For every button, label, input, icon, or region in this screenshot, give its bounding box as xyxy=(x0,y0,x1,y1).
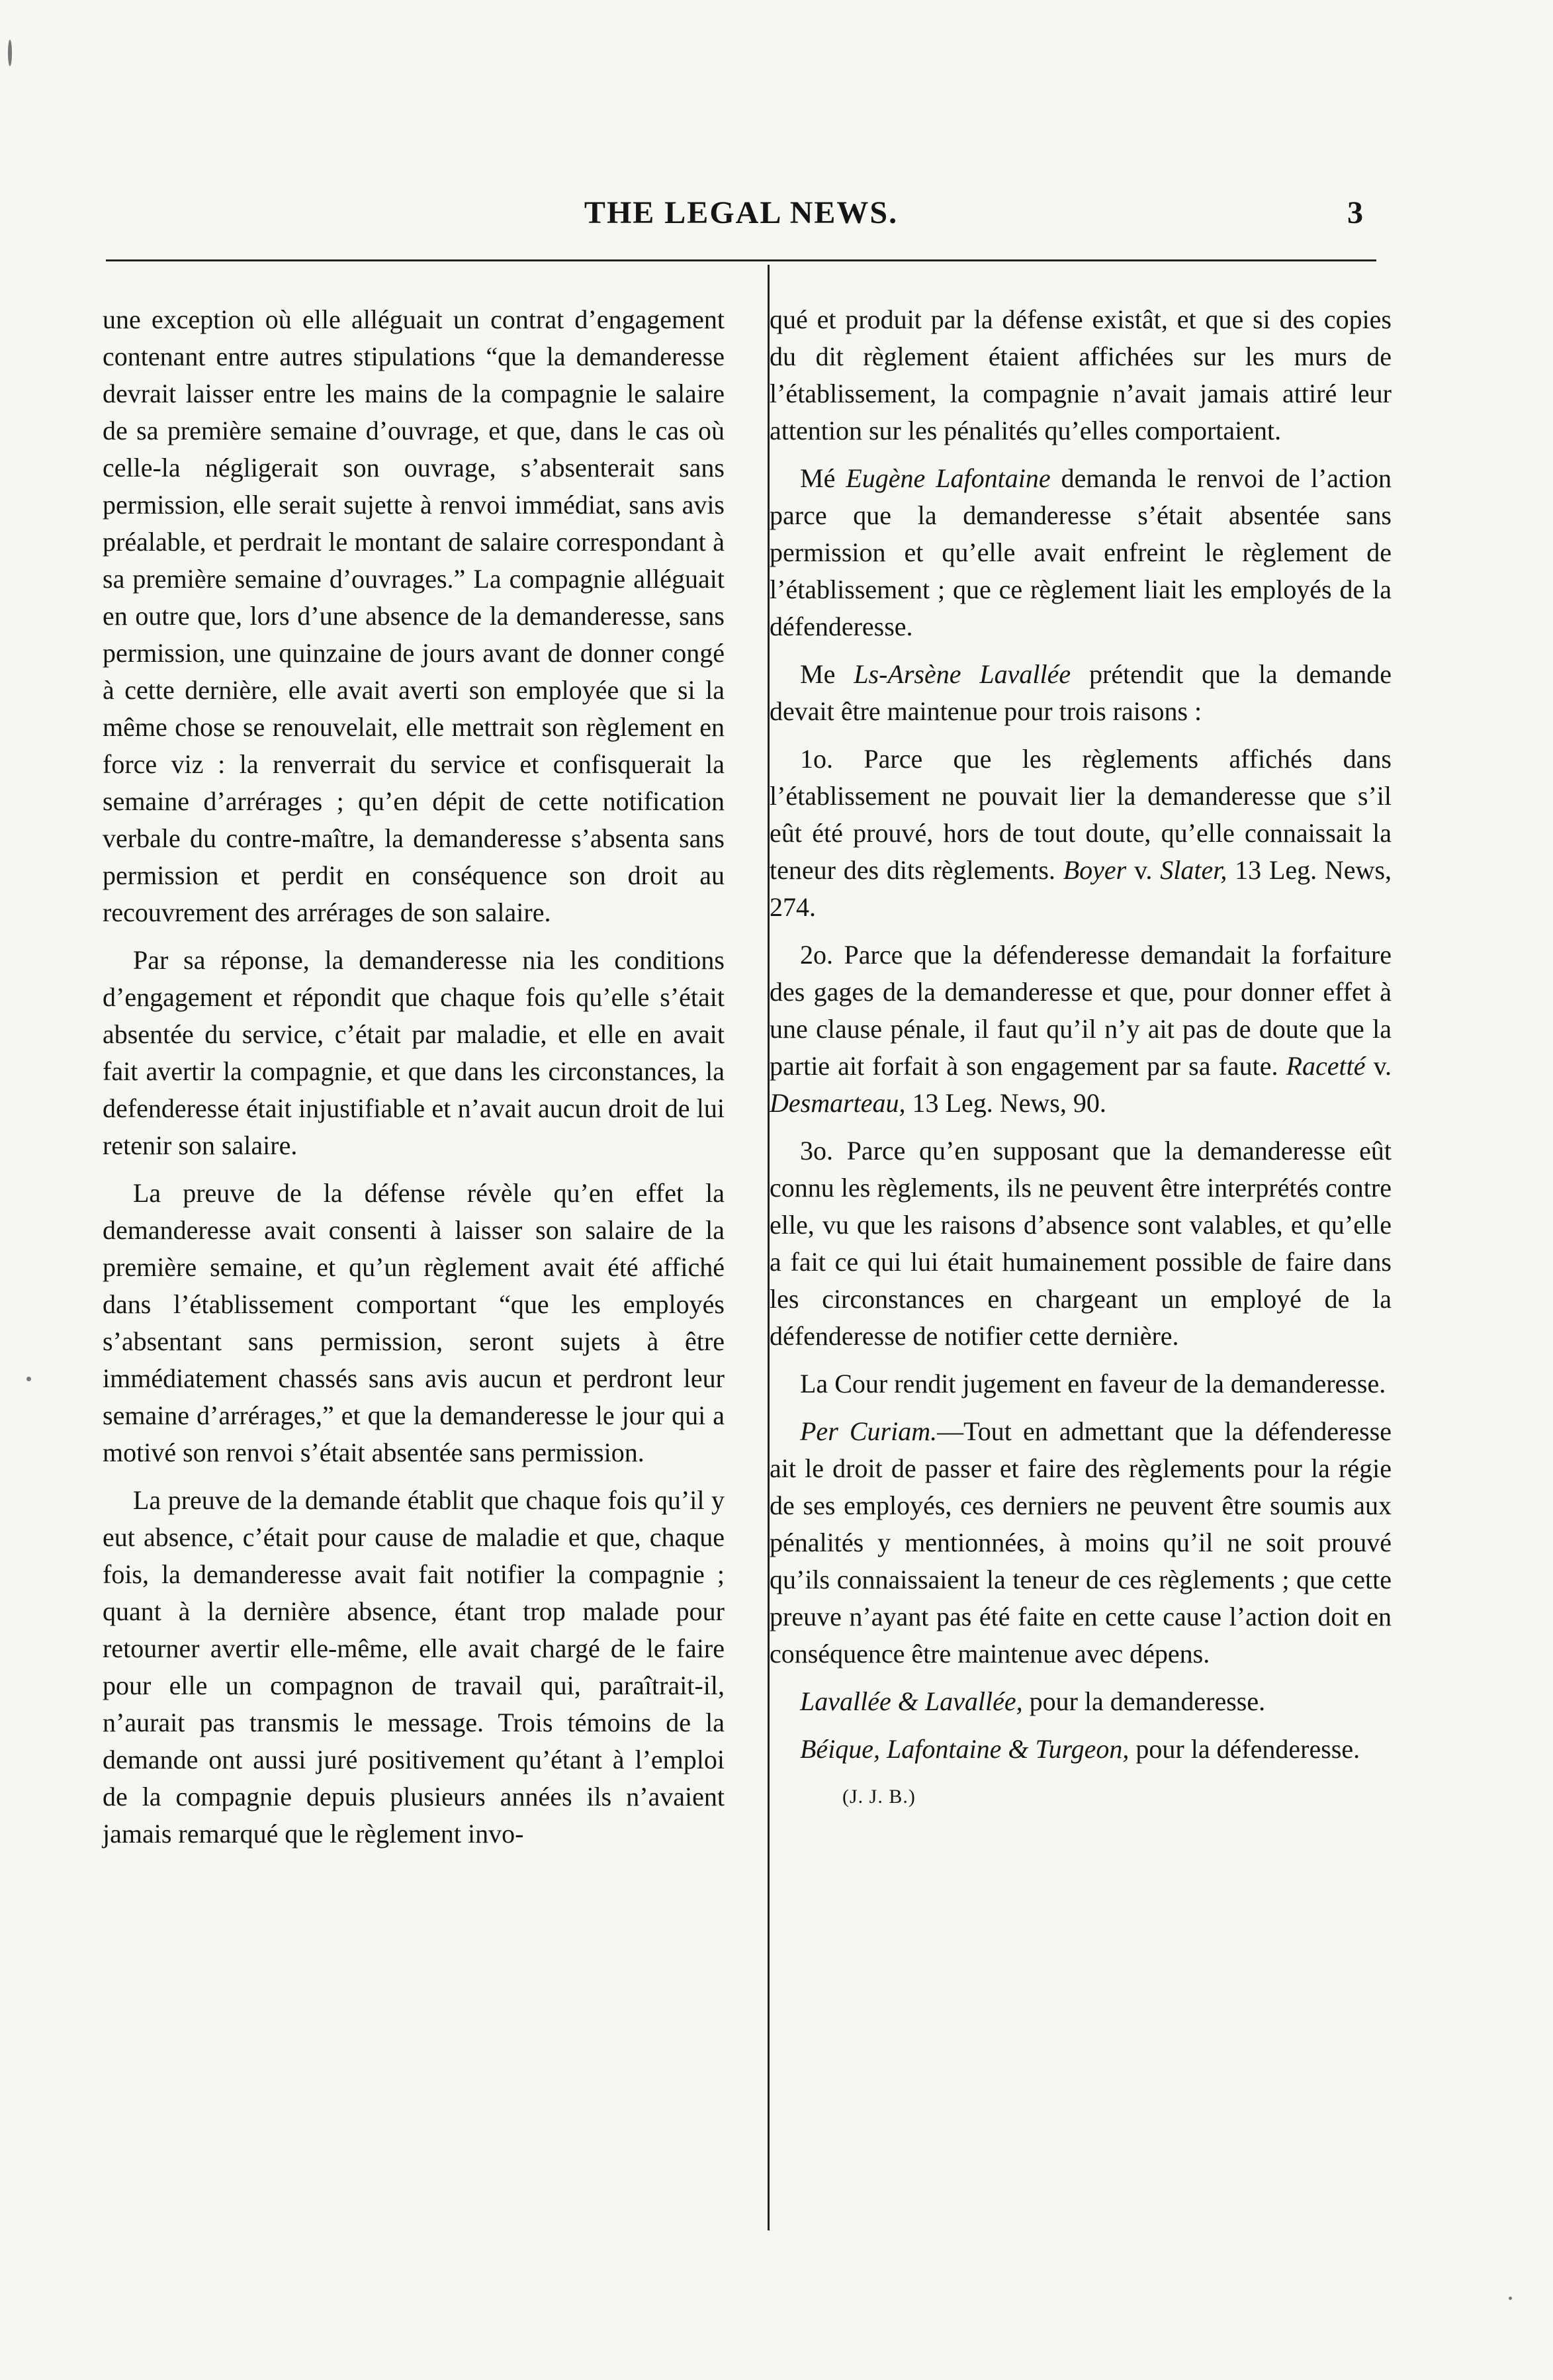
paragraph xyxy=(770,741,1392,926)
paragraph: La preuve de la demande établit que chaque fois qu’il y eut absence, c’était pour cause de maladie et que, chaque fois, la demanderesse avait fait notifier la compagnie ; quant à la dernière absence, étant trop malade pour retourner avertir elle-même, elle avait chargé de le faire pour elle un compagnon de travail qui, paraîtrait-il, n’aurait pas transmis le message. Trois témoins de la demande ont aussi juré positivement qu’étant à l’emploi de la compagnie depuis plusieurs années ils n’avaient jamais remarqué que le règlement invo- xyxy=(103,1485,725,1849)
paragraph: La preuve de la défense révèle qu’en effet la demanderesse avait consenti à laisser son salaire de la première semaine, et qu’un règlement avait été affiché dans l’établissement comportant “que les employés s’absentant sans permission, seront sujets à être immédiatement chassés sans avis aucun et perdront leur semaine d’arrérages,” et que la demanderesse le jour qui a motivé son renvoi s’était absentée sans permission. xyxy=(103,1178,725,1467)
scan-speck xyxy=(1509,2297,1512,2300)
left-column xyxy=(103,301,725,1863)
case-name: Racetté xyxy=(1286,1051,1366,1081)
text-run: Mé xyxy=(800,463,846,493)
text-run: 13 Leg. News, 90. xyxy=(905,1088,1106,1118)
paragraph xyxy=(770,460,1392,645)
text-run: pour la demanderesse. xyxy=(1022,1686,1266,1716)
text-run: demanda le renvoi de l’action parce que la demanderesse s’était absentée sans permission et qu’elle avait enfreint le règlement de l’établissement ; que ce règlement liait les employés de la défenderesse. xyxy=(770,463,1392,641)
case-name: Slater, xyxy=(1160,855,1227,885)
text-run: v. xyxy=(1365,1051,1392,1081)
running-title: THE LEGAL NEWS. xyxy=(584,195,899,230)
text-run: v. xyxy=(1126,855,1161,885)
header-rule xyxy=(106,259,1376,261)
paragraph xyxy=(770,1413,1392,1672)
page-number: 3 xyxy=(1347,195,1363,230)
counsel-firm: Lavallée & Lavallée, xyxy=(800,1686,1023,1716)
case-name: Boyer xyxy=(1063,855,1127,885)
page-header xyxy=(106,195,1376,248)
counsel-firm: Béique, Lafontaine & Turgeon, xyxy=(800,1734,1130,1764)
scan-speck xyxy=(8,40,12,66)
right-column xyxy=(770,301,1392,1815)
text-run: 13 Leg. News, 274. xyxy=(770,855,1392,922)
case-name: Desmarteau, xyxy=(770,1088,906,1118)
text-run: prétendit que la demande devait être maintenue pour trois raisons : xyxy=(770,659,1392,726)
text-run: pour la défenderesse. xyxy=(1129,1734,1360,1764)
paragraph: La Cour rendit jugement en faveur de la demanderesse. xyxy=(800,1369,1386,1398)
text-run: —Tout en admettant que la défenderesse ait le droit de passer et faire des règlements pour la régie de ses employés, ces derniers ne peuvent être soumis aux pénalités y mentionnées, à moins qu’il ne soit prouvé qu’ils connaissaient la teneur de ces règlements ; que cette preuve n’ayant pas été faite en cette cause l’action doit en conséquence être maintenue avec dépens. xyxy=(770,1416,1392,1669)
paragraph xyxy=(770,937,1392,1122)
scan-speck xyxy=(26,1377,31,1381)
signature-line xyxy=(770,1731,1392,1768)
counsel-name: Ls-Arsène Lavallée xyxy=(854,659,1071,689)
counsel-name: Eugène Lafontaine xyxy=(846,463,1051,493)
text-run: 2o. Parce que la défenderesse demandait la forfaiture des gages de la demanderesse et que, pour donner effet à une clause pénale, il faut qu’il n’y ait pas de doute que la partie ait forfait à son engagement par sa faute. xyxy=(770,940,1392,1081)
paragraph xyxy=(770,656,1392,730)
text-run: Me xyxy=(800,659,854,689)
paragraph: une exception où elle alléguait un contrat d’engagement contenant entre autres stipulations “que la demanderesse devrait laisser entre les mains de la compagnie le salaire de sa première semaine d’ouvrage, et que, dans le cas où celle-la négligerait son ouvrage, s’absenterait sans permission, elle serait sujette à renvoi immédiat, sans avis préalable, et perdrait le montant de salaire correspondant à sa première semaine d’ouvrages.” La compagnie alléguait en outre que, lors d’une absence de la demanderesse, sans permission, une quinzaine de jours avant de donner congé à cette dernière, elle avait averti son employée que si la même chose se renouvelait, elle mettrait son règlement en force viz : la renverrait du service et confisquerait la semaine d’arrérages ; qu’en dépit de cette notification verbale du contre-maître, la demanderesse s’absenta sans permission et perdit en conséquence son droit au recouvrement des arrérages de son salaire. xyxy=(103,304,725,927)
paragraph: Par sa réponse, la demanderesse nia les conditions d’engagement et répondit que chaque fois qu’elle s’était absentée du service, c’était par maladie, et elle en avait fait avertir la compagnie, et que dans les circonstances, la defenderesse était injustifiable et n’avait aucun droit de lui retenir son salaire. xyxy=(103,945,725,1160)
signature-line xyxy=(770,1683,1392,1720)
paragraph: qué et produit par la défense existât, et que si des copies du dit règlement étaient affichées sur les murs de l’établissement, la compagnie n’avait jamais attiré leur attention sur les pénalités qu’elles comportaient. xyxy=(770,304,1392,445)
paragraph: 3o. Parce qu’en supposant que la demanderesse eût connu les règlements, ils ne peuvent être interprétés contre elle, vu que les raisons d’absence sont valables, et qu’elle a fait ce qui lui était humainement possible de faire dans les circonstances en chargeant un employé de la défenderesse de notifier cette dernière. xyxy=(770,1136,1392,1351)
author-initials: (J. J. B.) xyxy=(842,1786,916,1808)
text-run: 1o. Parce que les règlements affichés dans l’établissement ne pouvait lier la demanderesse que s’il eût été prouvé, hors de tout doute, qu’elle connaissait la teneur des dits règlements. xyxy=(770,744,1392,885)
per-curiam: Per Curiam. xyxy=(800,1416,938,1446)
